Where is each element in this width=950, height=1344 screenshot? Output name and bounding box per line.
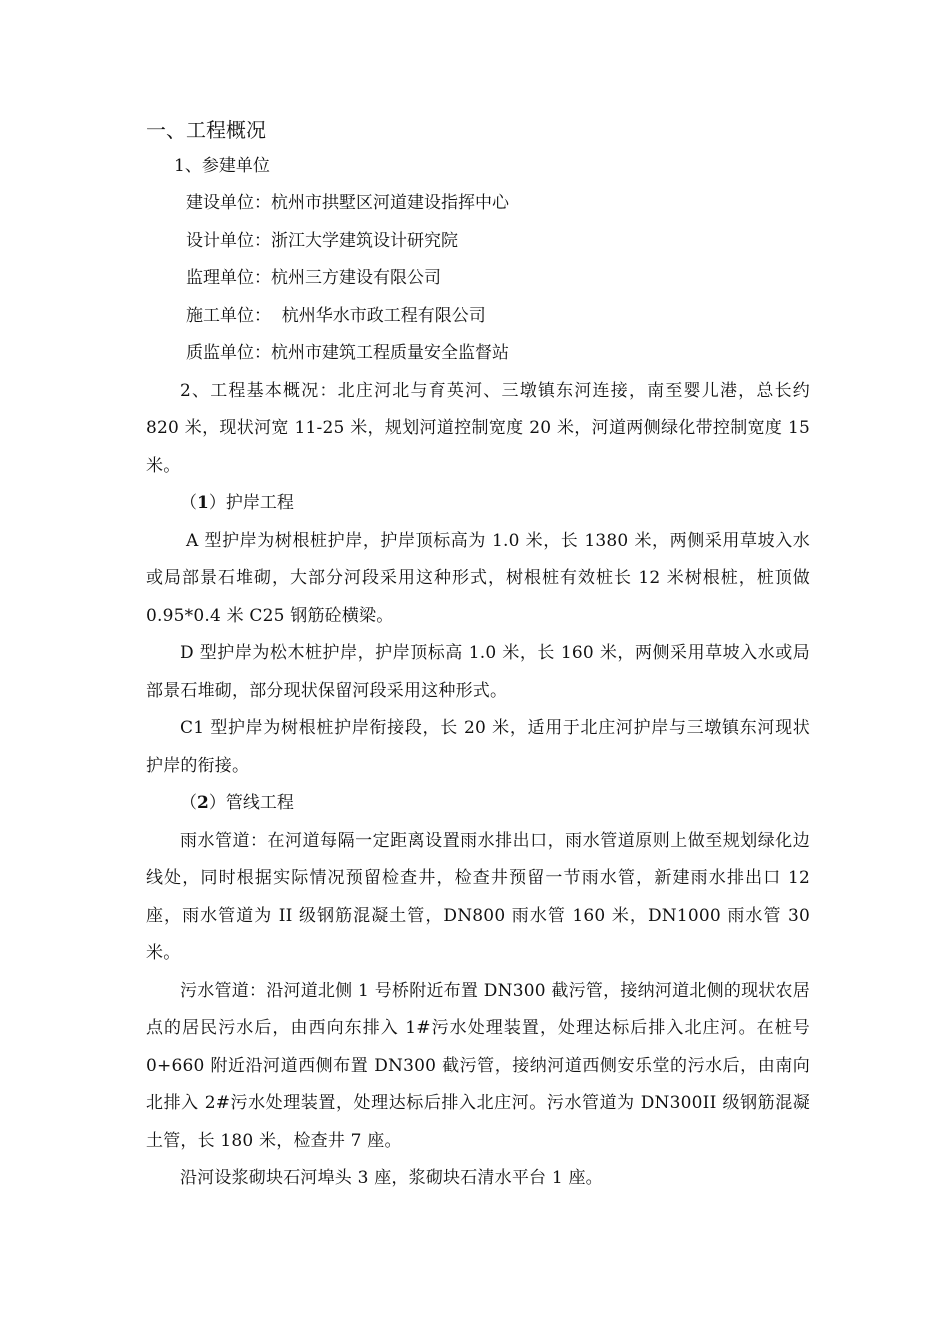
pipeline-heading (146, 785, 810, 823)
unit-supervision: 监理单位：杭州三方建设有限公司 (186, 268, 441, 288)
revetment-open: （ (180, 493, 197, 513)
revetment-type-c1: C1 型护岸为树根桩护岸衔接段，长 20 米，适用于北庄河护岸与三墩镇东河现状护岸的衔接。 (146, 718, 810, 776)
unit-quality-supervision: 质监单位：杭州市建筑工程质量安全监督站 (186, 343, 509, 363)
pipeline-num: 2 (197, 793, 209, 813)
unit-construction: 建设单位：杭州市拱墅区河道建设指挥中心 (186, 193, 509, 213)
revetment-type-a: A 型护岸为树根桩护岸，护岸顶标高为 1.0 米，长 1380 米，两侧采用草坡入水或局部景石堆砌，大部分河段采用这种形式，树根桩有效桩长 12 米树根桩，桩顶做 0.95*0.4 米 C25 钢筋砼横梁。 (146, 530, 810, 626)
unit-contractor: 施工单位： 杭州华水市政工程有限公司 (186, 305, 486, 326)
section-title: 一、工程概况 (146, 118, 266, 142)
unit-design: 设计单位：浙江大学建筑设计研究院 (186, 230, 458, 251)
sewage-paragraph: 污水管道：沿河道北侧 1 号桥附近布置 DN300 截污管，接纳河道北侧的现状农居点的居民污水后，由西向东排入 1#污水处理装置，处理达标后排入北庄河。在桩号 0+660 附近沿河道西侧布置 DN300 截污管，接纳河道西侧安乐堂的污水后，由南向北排入 2#污水处理装置，处理达标后排入北庄河。污水管道为 DN300II 级钢筋混凝土管，长 180 米，检查井 7 座。 (146, 980, 810, 1151)
wharf-paragraph: 沿河设浆砌块石河埠头 3 座，浆砌块石清水平台 1 座。 (180, 1168, 603, 1188)
document-page (146, 112, 810, 1198)
revetment-type-d: D 型护岸为松木桩护岸，护岸顶标高 1.0 米，长 160 米，两侧采用草坡入水或局部景石堆砌，部分现状保留河段采用这种形式。 (146, 643, 810, 701)
participants-heading: 1、参建单位 (174, 156, 270, 176)
pipeline-title: ）管线工程 (208, 793, 294, 813)
pipeline-open: （ (180, 793, 197, 813)
revetment-title: ）护岸工程 (208, 493, 294, 513)
revetment-num: 1 (197, 493, 209, 513)
overview-paragraph: 2、工程基本概况：北庄河北与育英河、三墩镇东河连接，南至婴儿港，总长约 820 米，现状河宽 11-25 米，规划河道控制宽度 20 米，河道两侧绿化带控制宽度 15 米。 (146, 380, 810, 476)
stormwater-paragraph: 雨水管道：在河道每隔一定距离设置雨水排出口，雨水管道原则上做至规划绿化边线处，同时根据实际情况预留检查井，检查井预留一节雨水管，新建雨水排出口 12 座，雨水管道为 II 级钢筋混凝土管，DN800 雨水管 160 米，DN1000 雨水管 30 米。 (146, 830, 810, 963)
revetment-heading (146, 485, 810, 523)
